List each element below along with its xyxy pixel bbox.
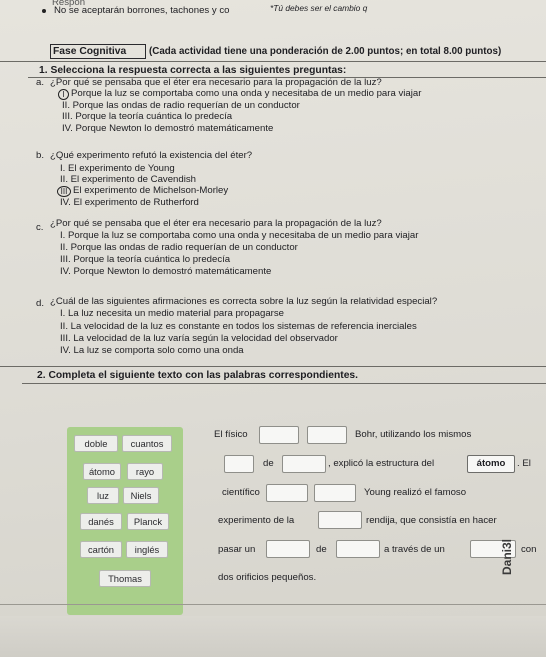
question-c-text: ¿Por qué se pensaba que el éter era necesario para la propagación de la luz? [50,218,382,229]
word-chip[interactable]: Thomas [99,570,151,587]
fill-text: de [263,458,274,469]
word-chip[interactable]: rayo [127,463,163,480]
question-b-option-4: IV. El experimento de Rutherford [60,197,199,208]
question-b-option-3: III El experimento de Michelson-Morley [57,185,228,197]
question-c-option-1: I. Porque la luz se comportaba como una onda y necesitaba de un medio para viajar [60,230,419,241]
fill-text: a través de un [384,544,445,555]
filled-answer[interactable]: átomo [467,455,515,473]
motto-note: *Tú debes ser el cambio q [270,3,368,13]
question-d-option-4: IV. La luz se comporta solo como una onda [60,345,244,356]
answer-blank[interactable] [314,484,356,502]
fill-text: científico [222,487,260,498]
fill-text: Bohr, utilizando los mismos [355,429,472,440]
fill-text: Young realizó el famoso [364,487,467,498]
fill-text: , explicó la estructura del [328,458,435,469]
fill-text: pasar un [218,544,256,555]
answer-blank[interactable] [282,455,326,473]
fill-text: dos orificios pequeños. [218,572,317,583]
page-bottom-shadow [0,616,546,657]
word-chip[interactable]: átomo [83,463,121,480]
question-b-option-2: II. El experimento de Cavendish [60,174,196,185]
section2-title: 2. Completa el siguiente texto con las palabras correspondientes. [37,370,359,381]
word-chip[interactable]: cuantos [122,435,172,452]
fill-text: experimento de la [218,515,295,526]
selected-answer-circle: I [58,89,69,100]
phase-title: Fase Cognitiva [53,46,127,57]
answer-blank[interactable] [224,455,254,473]
question-c-option-2: II. Porque las ondas de radio requerían de un conductor [60,242,298,253]
answer-blank[interactable] [307,426,347,444]
divider [0,604,546,605]
instruction-line: No se aceptarán borrones, tachones y co [54,5,230,16]
question-a-label: a. [36,77,45,88]
phase-scoring: (Cada actividad tiene una ponderación de 2.00 puntos; en total 8.00 puntos) [149,46,502,57]
question-c-option-4: IV. Porque Newton lo demostró matemáticamente [60,266,272,277]
question-a-option-1: I Porque la luz se comportaba como una onda y necesitaba de un medio para viajar [58,88,421,100]
top-cut-line: Respon [52,0,86,8]
fill-text: de [316,544,327,555]
question-c-label: c. [36,222,44,233]
question-b-label: b. [36,150,45,161]
question-a-option-3: III. Porque la teoría cuántica lo predecía [62,111,233,122]
question-d-label: d. [36,298,45,309]
fill-text: rendija, que consistía en hacer [366,515,497,526]
question-b-text: ¿Qué experimento refutó la existencia del éter? [50,150,253,161]
word-chip[interactable]: Niels [123,487,159,504]
question-a-option-4: IV. Porque Newton lo demostró matemáticamente [62,123,274,134]
watermark-signature: Dani3l [500,538,514,575]
question-c-option-3: III. Porque la teoría cuántica lo predecía [60,254,231,265]
bullet-dot [42,9,46,13]
word-chip[interactable]: inglés [126,541,168,558]
word-chip[interactable]: cartón [80,541,122,558]
word-bank [67,427,183,615]
word-chip[interactable]: Planck [127,513,169,530]
question-d-option-3: III. La velocidad de la luz varía según la velocidad del observador [60,333,338,344]
question-d-text: ¿Cuál de las siguientes afirmaciones es correcta sobre la luz según la relatividad especial? [50,296,438,307]
divider [0,61,546,62]
word-chip[interactable]: luz [87,487,119,504]
answer-blank[interactable] [259,426,299,444]
question-d-option-1: I. La luz necesita un medio material para propagarse [60,308,284,319]
question-d-option-2: II. La velocidad de la luz es constante en todos los sistemas de referencia inerciales [60,321,417,332]
question-a-text: ¿Por qué se pensaba que el éter era necesario para la propagación de la luz? [50,77,382,88]
section1-title: 1. Selecciona la respuesta correcta a las siguientes preguntas: [39,65,347,76]
answer-blank[interactable] [336,540,380,558]
fill-text: con [521,544,537,555]
selected-answer-circle: III [57,186,71,197]
question-b-option-1: I. El experimento de Young [60,163,175,174]
answer-blank[interactable] [318,511,362,529]
word-chip[interactable]: danés [80,513,122,530]
answer-blank[interactable] [266,484,308,502]
answer-blank[interactable] [266,540,310,558]
fill-text: El físico [214,429,248,440]
word-chip[interactable]: doble [74,435,118,452]
fill-text: . El [517,458,531,469]
question-a-option-2: II. Porque las ondas de radio requerían de un conductor [62,100,300,111]
divider [0,366,546,367]
divider [22,383,546,384]
